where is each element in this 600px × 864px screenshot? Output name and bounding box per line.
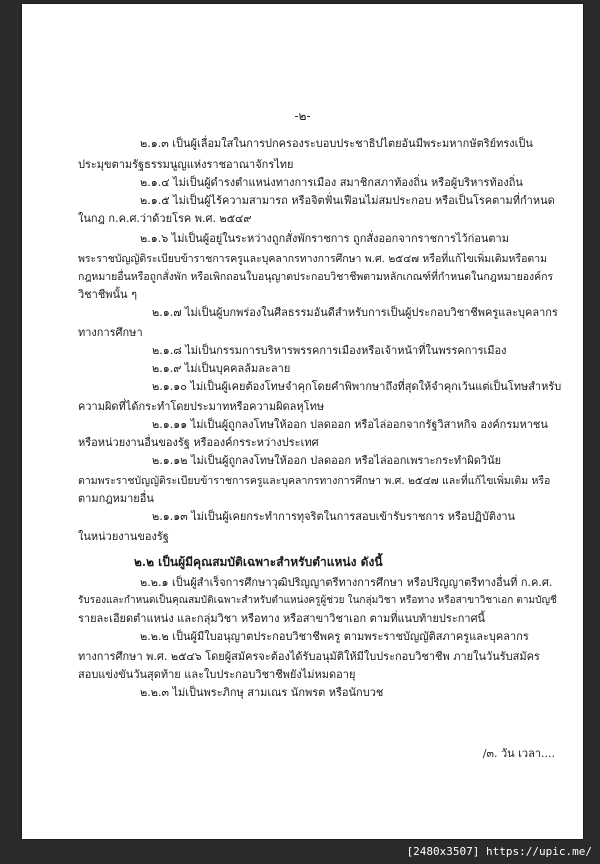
doc-line-11: ทางการศึกษา xyxy=(78,326,143,339)
doc-line-29: สอบแข่งขันวันสุดท้าย และใบประกอบวิชาชีพยังไม่หมดอายุ xyxy=(78,668,356,681)
doc-line-4: ๒.๑.๕ ไม่เป็นผู้ไร้ความสามารถ หรือจิตฟั่นเฟือนไม่สมประกอบ หรือเป็นโรคตามที่กำหนด xyxy=(140,194,555,207)
doc-line-20: ตามกฎหมายอื่น xyxy=(78,492,154,505)
doc-line-9: วิชาชีพนั้น ๆ xyxy=(78,288,137,301)
doc-line-10: ๒.๑.๗ ไม่เป็นผู้บกพร่องในศีลธรรมอันดีสำหรับการเป็นผู้ประกอบวิชาชีพครูและบุคลากร xyxy=(152,306,558,319)
doc-line-25: รับรองและกำหนดเป็นคุณสมบัติเฉพาะสำหรับตำแหน่งครูผู้ช่วย ในกลุ่มวิชา หรือทาง หรือสาขาวิชาเอก ตามบัญชี xyxy=(78,595,557,606)
image-watermark: [2480x3507] https://upic.me/ xyxy=(406,845,592,858)
doc-line-26: รายละเอียดตำแหน่ง และกลุ่มวิชา หรือทาง หรือสาขาวิชาเอก ตามที่แนบท้ายประกาศนี้ xyxy=(78,612,486,625)
doc-line-14: ๒.๑.๑๐ ไม่เป็นผู้เคยต้องโทษจำคุกโดยคำพิพากษาถึงที่สุดให้จำคุกเว้นแต่เป็นโทษสำหรับ xyxy=(152,380,562,393)
doc-line-5: ในกฎ ก.ค.ศ.ว่าด้วยโรค พ.ศ. ๒๕๔๙ xyxy=(78,212,252,225)
doc-line-15: ความผิดที่ได้กระทำโดยประมาทหรือความผิดลหุโทษ xyxy=(78,400,325,413)
doc-line-22: ในหน่วยงานของรัฐ xyxy=(78,530,169,543)
doc-line-8: กฎหมายอื่นหรือถูกสั่งพัก หรือเพิกถอนใบอนุญาตประกอบวิชาชีพตามหลักเกณฑ์ที่กำหนดในกฎหมายองค์กร xyxy=(78,271,554,283)
document-page xyxy=(22,4,583,839)
doc-line-1: ๒.๑.๓ เป็นผู้เลื่อมใสในการปกครองระบอบประชาธิปไตยอันมีพระมหากษัตริย์ทรงเป็น xyxy=(140,137,533,150)
doc-line-28: ทางการศึกษา พ.ศ. ๒๕๔๖ โดยผู้สมัครจะต้องได้รับอนุมัติให้มีใบประกอบวิชาชีพ ภายในวันรับสมัคร xyxy=(78,650,540,663)
doc-line-2: ประมุขตามรัฐธรรมนูญแห่งราชอาณาจักรไทย xyxy=(78,158,294,171)
doc-line-18: ๒.๑.๑๒ ไม่เป็นผู้ถูกลงโทษให้ออก ปลดออก หรือไล่ออกเพราะกระทำผิดวินัย xyxy=(152,454,502,467)
doc-line-21: ๒.๑.๑๓ ไม่เป็นผู้เคยกระทำการทุจริตในการสอบเข้ารับราชการ หรือปฏิบัติงาน xyxy=(152,510,516,523)
doc-line-13: ๒.๑.๙ ไม่เป็นบุคคลล้มละลาย xyxy=(152,362,291,375)
continuation-note: /๓. วัน เวลา.... xyxy=(482,747,555,760)
doc-line-30: ๒.๒.๓ ไม่เป็นพระภิกษุ สามเณร นักพรต หรือนักบวช xyxy=(140,686,384,699)
doc-line-3: ๒.๑.๔ ไม่เป็นผู้ดำรงตำแหน่งทางการเมือง สมาชิกสภาท้องถิ่น หรือผู้บริหารท้องถิ่น xyxy=(140,176,523,189)
doc-line-16: ๒.๑.๑๑ ไม่เป็นผู้ถูกลงโทษให้ออก ปลดออก หรือไล่ออกจากรัฐวิสาหกิจ องค์กรมหาชน xyxy=(152,418,548,431)
doc-line-6: ๒.๑.๖ ไม่เป็นผู้อยู่ในระหว่างถูกสั่งพักราชการ ถูกสั่งออกจากราชการไว้ก่อนตาม xyxy=(140,232,509,245)
doc-line-19: ตามพระราชบัญญัติระเบียบข้าราชการครูและบุคลากรทางการศึกษา พ.ศ. ๒๕๔๗ และที่แก้ไขเพิ่มเติม หรือ xyxy=(78,475,551,487)
doc-line-7: พระราชบัญญัติระเบียบข้าราชการครูและบุคลากรทางการศึกษา พ.ศ. ๒๕๔๗ หรือที่แก้ไขเพิ่มเติมหรือตาม xyxy=(78,253,548,265)
page-number: -๒- xyxy=(294,109,311,123)
section-heading: ๒.๒ เป็นผู้มีคุณสมบัติเฉพาะสำหรับตำแหน่ง ดังนี้ xyxy=(134,555,383,569)
doc-line-12: ๒.๑.๘ ไม่เป็นกรรมการบริหารพรรคการเมืองหรือเจ้าหน้าที่ในพรรคการเมือง xyxy=(152,344,507,357)
doc-line-27: ๒.๒.๒ เป็นผู้มีใบอนุญาตประกอบวิชาชีพครู ตามพระราชบัญญัติสภาครูและบุคลากร xyxy=(140,630,529,643)
doc-line-17: หรือหน่วยงานอื่นของรัฐ หรือองค์กรระหว่างประเทศ xyxy=(78,436,319,449)
doc-line-24: ๒.๒.๑ เป็นผู้สำเร็จการศึกษาวุฒิปริญญาตรีทางการศึกษา หรือปริญญาตรีทางอื่นที่ ก.ค.ศ. xyxy=(140,576,553,589)
